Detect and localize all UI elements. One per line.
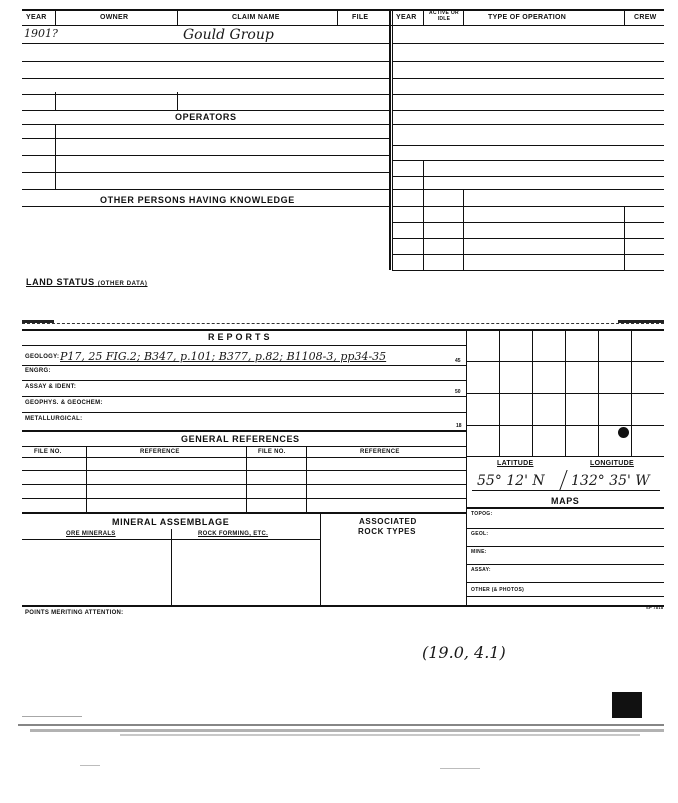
maps-geol: GEOL:	[471, 531, 489, 537]
header-crew: CREW	[634, 14, 657, 21]
ref-header-reference-1: REFERENCE	[140, 449, 180, 455]
ore-minerals-label: ORE MINERALS	[66, 531, 116, 537]
maps-topog: TOPOG:	[471, 511, 493, 517]
maps-other: OTHER (& PHOTOS)	[471, 587, 525, 593]
maps-heading: MAPS	[551, 496, 580, 506]
rock-types-label: ROCK TYPES	[358, 527, 417, 536]
rock-forming-label: ROCK FORMING, ETC.	[198, 531, 269, 537]
maps-assay: ASSAY:	[471, 567, 491, 573]
land-status-label: LAND STATUS	[26, 277, 95, 287]
header-year: YEAR	[26, 14, 47, 21]
ref-header-reference-2: REFERENCE	[360, 449, 400, 455]
ref-header-file-no-2: FILE NO.	[258, 449, 286, 455]
engrg-label: ENGRG:	[25, 368, 51, 374]
latitude-value: 55° 12' N	[477, 473, 545, 489]
maps-mine: MINE:	[471, 549, 487, 555]
mineral-assemblage-heading: MINERAL ASSEMBLAGE	[112, 517, 230, 527]
land-status-sub: (OTHER DATA)	[97, 281, 148, 287]
margin-number-50: 50	[455, 389, 461, 395]
row1-year: 1901?	[24, 27, 58, 40]
row1-claim-name: Gould Group	[183, 27, 274, 43]
longitude-label: LONGITUDE	[590, 460, 634, 467]
location-dot	[618, 427, 629, 438]
land-status-heading	[26, 277, 148, 287]
points-meriting-label: POINTS MERITING ATTENTION:	[25, 610, 124, 616]
margin-number-45: 45	[455, 358, 461, 364]
other-persons-heading: OTHER PERSONS HAVING KNOWLEDGE	[100, 195, 295, 205]
ref-header-file-no-1: FILE NO.	[34, 449, 62, 455]
header-type-of-operation: TYPE OF OPERATION	[488, 14, 567, 21]
general-references-heading: GENERAL REFERENCES	[181, 434, 300, 444]
geology-label: GEOLOGY:	[25, 354, 60, 360]
header-owner: OWNER	[100, 14, 129, 21]
margin-number-18: 18	[456, 423, 462, 429]
metallurgical-label: METALLURGICAL:	[25, 416, 83, 422]
geophys-label: GEOPHYS. & GEOCHEM:	[25, 400, 103, 406]
header-active-idle: ACTIVE OR IDLE	[429, 10, 459, 22]
operators-heading: OPERATORS	[175, 112, 237, 122]
geology-value: P17, 25 FIG.2; B347, p.101; B377, p.82; B1108-3, pp34-35	[60, 350, 387, 363]
associated-label: ASSOCIATED	[359, 517, 417, 526]
assay-label: ASSAY & IDENT:	[25, 384, 77, 390]
reports-heading: REPORTS	[208, 332, 273, 342]
form-number: SP 7818	[646, 605, 664, 610]
header-year-2: YEAR	[396, 14, 417, 21]
header-claim-name: CLAIM NAME	[232, 14, 280, 21]
latitude-label: LATITUDE	[497, 460, 534, 467]
coordinates-note: (19.0, 4.1)	[422, 643, 506, 662]
longitude-value: 132° 35' W	[571, 473, 650, 489]
header-file: FILE	[352, 14, 369, 21]
